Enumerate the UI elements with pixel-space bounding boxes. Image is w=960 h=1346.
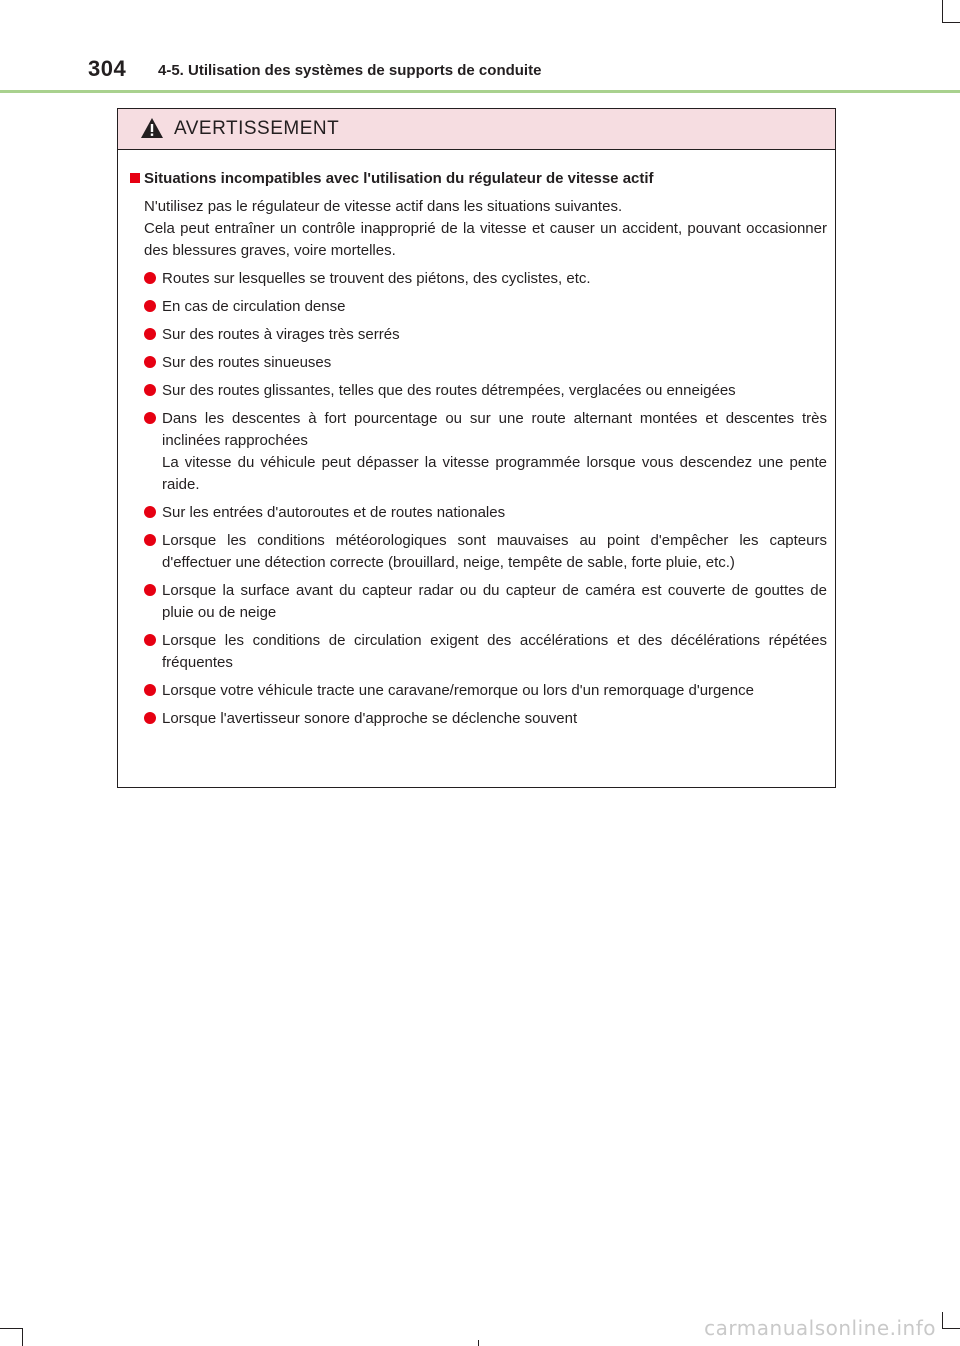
watermark-link[interactable]: carmanualsonline.info [704,1316,936,1340]
round-bullet-icon [144,300,156,312]
warning-title: AVERTISSEMENT [174,118,340,139]
crop-mark [942,1312,943,1328]
warning-triangle-icon [140,117,164,139]
item-text: Sur les entrées d'autoroutes et de routes nationales [162,504,506,521]
warning-intro [144,196,827,262]
item-text: Sur des routes glissantes, telles que des routes détrempées, verglacées ou enneigées [162,382,736,399]
subheading-text: Situations incompatibles avec l'utilisation du régulateur de vitesse actif [144,170,654,187]
item-text: Lorsque l'avertisseur sonore d'approche se déclenche souvent [162,710,578,727]
header-rule [0,90,960,93]
list-item [130,324,827,346]
square-bullet-icon [130,173,140,183]
intro-line: N'utilisez pas le régulateur de vitesse actif dans les situations suivantes. [144,198,623,215]
section-title: 4-5. Utilisation des systèmes de supports de conduite [158,62,542,79]
round-bullet-icon [144,684,156,696]
item-text: Lorsque les conditions de circulation exigent des accélérations et des décélérations répétées fréquentes [162,632,827,671]
item-text: Lorsque votre véhicule tracte une caravane/remorque ou lors d'un remorquage d'urgence [162,682,754,699]
item-note: La vitesse du véhicule peut dépasser la vitesse programmée lorsque vous descendez une pente raide. [162,454,827,493]
warning-subheading [130,168,827,190]
list-item [130,502,827,524]
item-text: Dans les descentes à fort pourcentage ou sur une route alternant montées et descentes très inclinées rapprochées [162,410,827,449]
intro-line: Cela peut entraîner un contrôle inapproprié de la vitesse et causer un accident, pouvant occasionner des blessures graves, voire mortelles. [144,220,827,259]
list-item [130,268,827,290]
crop-mark [22,1328,23,1346]
round-bullet-icon [144,712,156,724]
page-number: 304 [88,56,127,81]
warning-header [118,109,835,150]
list-item [130,296,827,318]
item-text: Lorsque la surface avant du capteur radar ou du capteur de caméra est couverte de gouttes de pluie ou de neige [162,582,827,621]
round-bullet-icon [144,356,156,368]
warning-body [118,150,835,730]
list-item [130,352,827,374]
round-bullet-icon [144,534,156,546]
round-bullet-icon [144,328,156,340]
list-item [130,380,827,402]
list-item [130,408,827,496]
round-bullet-icon [144,412,156,424]
situation-list [130,268,827,730]
list-item [130,630,827,674]
crop-mark [0,1328,22,1329]
round-bullet-icon [144,272,156,284]
round-bullet-icon [144,506,156,518]
list-item [130,680,827,702]
round-bullet-icon [144,384,156,396]
item-text: Lorsque les conditions météorologiques sont mauvaises au point d'empêcher les capteurs d'effectuer une détection correcte (brouillard, neige, tempête de sable, forte pluie, etc.) [162,532,827,571]
item-text: Sur des routes à virages très serrés [162,326,400,343]
item-text: Routes sur lesquelles se trouvent des piétons, des cyclistes, etc. [162,270,591,287]
list-item [130,530,827,574]
crop-mark [942,1328,960,1329]
warning-box [117,108,836,788]
item-text: Sur des routes sinueuses [162,354,332,371]
crop-mark [478,1340,479,1346]
round-bullet-icon [144,584,156,596]
page-header [0,0,960,100]
item-text: En cas de circulation dense [162,298,346,315]
list-item [130,708,827,730]
list-item [130,580,827,624]
round-bullet-icon [144,634,156,646]
